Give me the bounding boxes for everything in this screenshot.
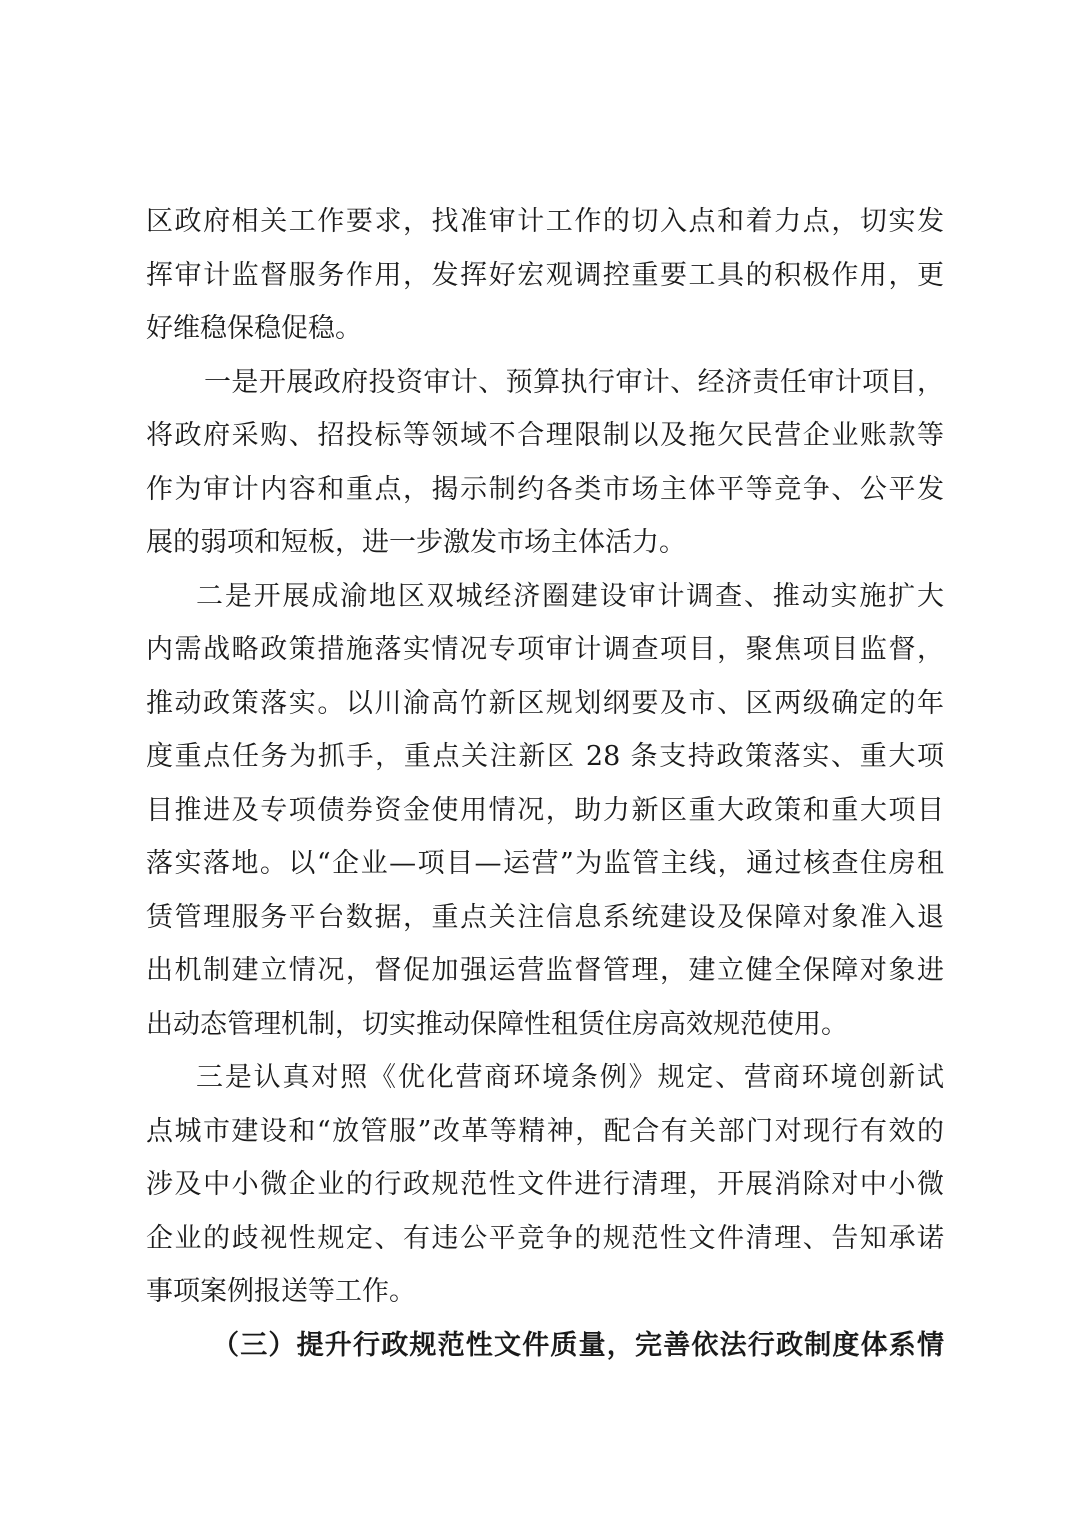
text-line: 出机制建立情况，督促加强运营监督管理，建立健全保障对象进 — [146, 955, 944, 986]
text-line: 涉及中小微企业的行政规范性文件进行清理，开展消除对中小微 — [146, 1169, 944, 1200]
section-heading-line: （三）提升行政规范性文件质量，完善依法行政制度体系情 — [212, 1329, 944, 1361]
text-line: 事项案例报送等工作。 — [146, 1276, 416, 1307]
text-line: 将政府采购、招投标等领域不合理限制以及拖欠民营企业账款等 — [146, 420, 944, 451]
text-line: 二是开展成渝地区双城经济圈建设审计调查、推动实施扩大 — [196, 580, 944, 612]
paragraph-item-three — [146, 1051, 944, 1319]
text-line: 目推进及专项债券资金使用情况，助力新区重大政策和重大项目 — [146, 794, 944, 826]
text-line: 三是认真对照《优化营商环境条例》规定、营商环境创新试 — [196, 1062, 944, 1093]
section-heading — [146, 1319, 944, 1373]
paragraph-continuation — [146, 195, 944, 356]
text-line: 展的弱项和短板，进一步激发市场主体活力。 — [146, 527, 686, 558]
text-line: 内需战略政策措施落实情况专项审计调查项目，聚焦项目监督， — [146, 634, 944, 665]
paragraph-item-one — [146, 356, 944, 570]
text-line: 好维稳保稳促稳。 — [146, 313, 362, 344]
text-line: 出动态管理机制，切实推动保障性租赁住房高效规范使用。 — [146, 1008, 848, 1040]
text-line: 赁管理服务平台数据，重点关注信息系统建设及保障对象准入退 — [146, 901, 944, 933]
paragraph-item-two — [146, 570, 944, 1052]
text-line: 点城市建设和“放管服”改革等精神，配合有关部门对现行有效的 — [146, 1115, 944, 1147]
text-line: 一是开展政府投资审计、预算执行审计、经济责任审计项目， — [204, 366, 944, 398]
text-line: 推动政策落实。以川渝高竹新区规划纲要及市、区两级确定的年 — [146, 687, 944, 719]
document-body — [146, 195, 944, 1372]
text-line: 作为审计内容和重点，揭示制约各类市场主体平等竞争、公平发 — [146, 473, 944, 505]
text-line: 落实落地。以“企业—项目—运营”为监管主线，通过核查住房租 — [146, 848, 944, 879]
text-line: 企业的歧视性规定、有违公平竞争的规范性文件清理、告知承诺 — [146, 1222, 944, 1254]
text-line: 区政府相关工作要求，找准审计工作的切入点和着力点，切实发 — [146, 206, 944, 237]
text-line: 挥审计监督服务作用，发挥好宏观调控重要工具的积极作用，更 — [146, 259, 944, 291]
text-line: 度重点任务为抓手，重点关注新区 28 条支持政策落实、重大项 — [146, 741, 944, 772]
